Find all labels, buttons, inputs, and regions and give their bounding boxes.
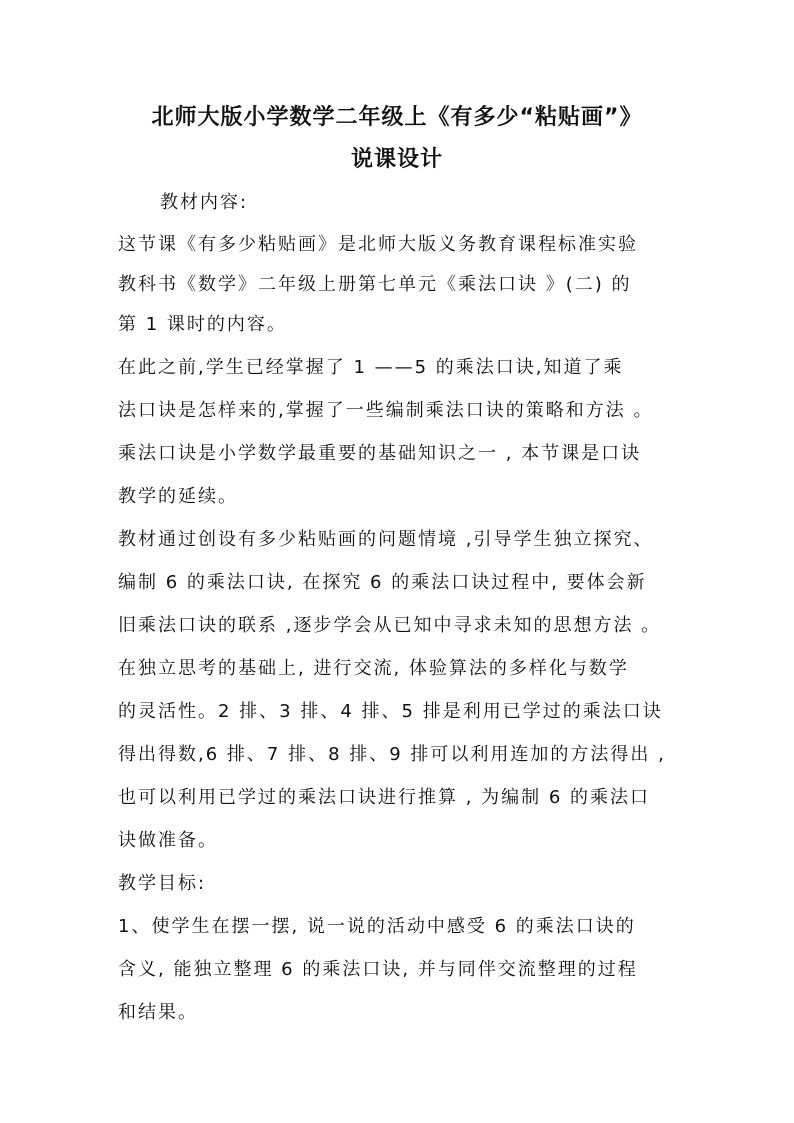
paragraph-line: 1、使学生在摆一摆, 说一说的活动中感受 6 的乘法口诀的 bbox=[118, 916, 636, 937]
paragraph-line: 这节课《有多少粘贴画》是北师大版义务教育课程标准实验 bbox=[118, 234, 638, 255]
paragraph-line: 含义, 能独立整理 6 的乘法口诀, 并与同伴交流整理的过程 bbox=[118, 959, 638, 980]
document-title: 北师大版小学数学二年级上《有多少“粘贴画”》 bbox=[151, 105, 643, 130]
paragraph-line: 法口诀是怎样来的,掌握了一些编制乘法口诀的策略和方法 。 bbox=[118, 400, 654, 421]
paragraph-line: 教学的延续。 bbox=[118, 486, 238, 507]
paragraph-line: 第 1 课时的内容。 bbox=[118, 314, 287, 335]
paragraph-line: 的灵活性。2 排、3 排、4 排、5 排是利用已学过的乘法口诀 bbox=[118, 701, 663, 722]
paragraph-line: 教材通过创设有多少粘贴画的问题情境 ,引导学生独立探究、 bbox=[118, 529, 654, 550]
paragraph-line: 教科书《数学》二年级上册第七单元《乘法口诀 》(二) 的 bbox=[118, 274, 632, 295]
paragraph-line: 得出得数,6 排、7 排、8 排、9 排可以利用连加的方法得出 , bbox=[118, 744, 666, 765]
paragraph-line: 在此之前,学生已经掌握了 1 ——5 的乘法口诀,知道了乘 bbox=[118, 357, 624, 378]
section-heading-goals: 教学目标: bbox=[118, 873, 207, 894]
paragraph-line: 诀做准备。 bbox=[118, 830, 218, 851]
paragraph-line: 也可以利用已学过的乘法口诀进行推算 , 为编制 6 的乘法口 bbox=[118, 787, 651, 808]
section-heading-content: 教材内容: bbox=[160, 192, 249, 213]
paragraph-line: 乘法口诀是小学数学最重要的基础知识之一 , 本节课是口诀 bbox=[118, 443, 642, 464]
paragraph-line: 旧乘法口诀的联系 ,逐步学会从已知中寻求未知的思想方法 。 bbox=[118, 615, 662, 636]
document-subtitle: 说课设计 bbox=[350, 147, 443, 172]
paragraph-line: 和结果。 bbox=[118, 1002, 198, 1023]
paragraph-line: 编制 6 的乘法口诀, 在探究 6 的乘法口诀过程中, 要体会新 bbox=[118, 572, 647, 593]
paragraph-line: 在独立思考的基础上, 进行交流, 体验算法的多样化与数学 bbox=[118, 658, 629, 679]
